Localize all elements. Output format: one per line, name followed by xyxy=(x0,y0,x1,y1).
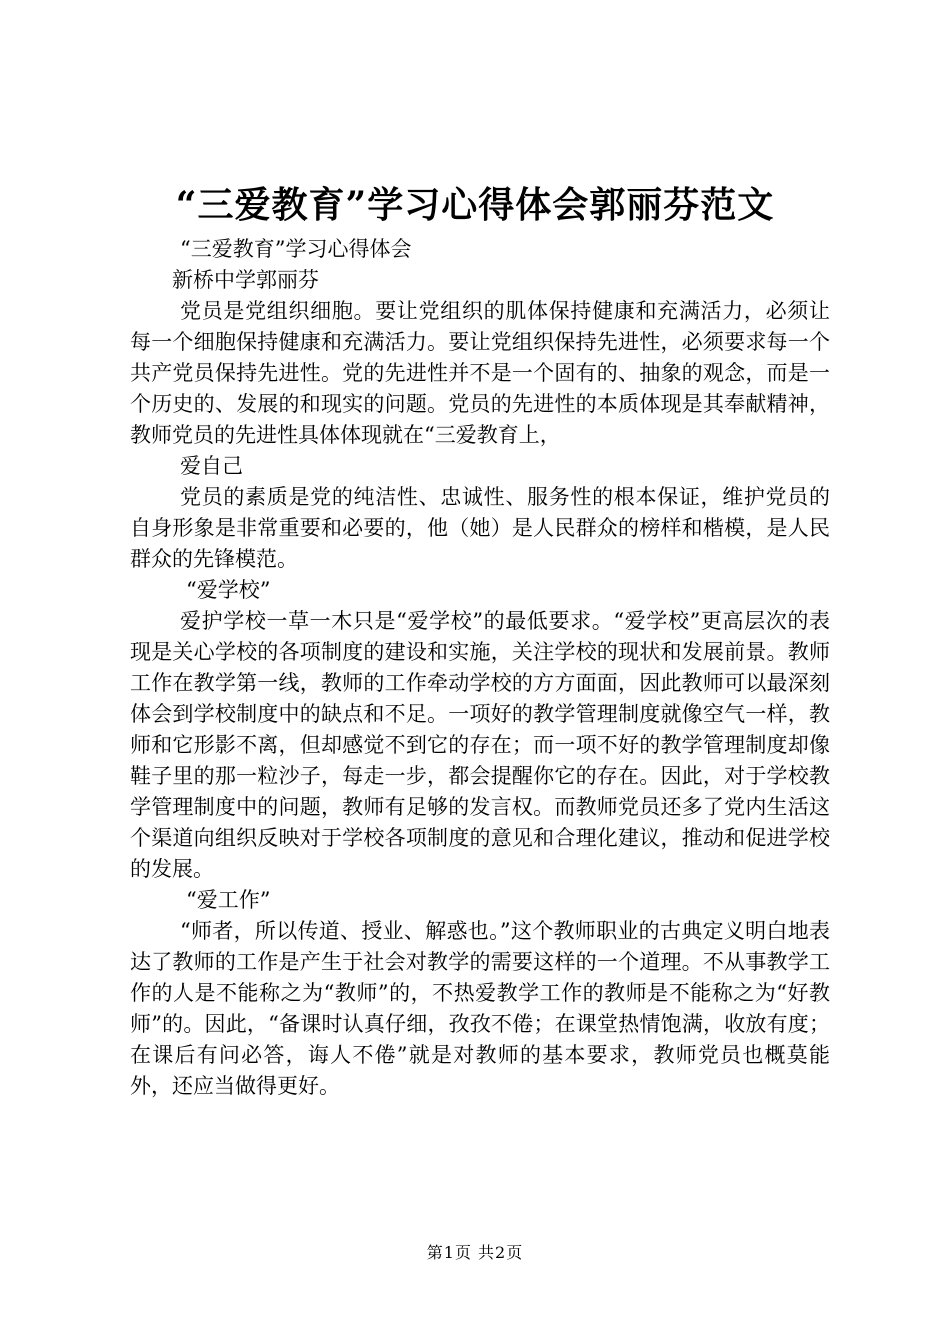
author-line: 新桥中学郭丽芬 xyxy=(172,268,319,292)
section-heading-self: 爱自己 xyxy=(180,454,243,478)
section-heading-work: “爱工作” xyxy=(186,888,271,912)
paragraph-school: 爱护学校一草一木只是“爱学校”的最低要求。“爱学校”更高层次的表现是关心学校的各项制度的建设和实施，关注学校的现状和发展前景。教师工作在教学第一线，教师的工作牵动学校的方方面面，因此教师可以最深刻体会到学校制度中的缺点和不足。一项好的教学管理制度就像空气一样，教师和它形影不离，但却感觉不到它的存在；而一项不好的教学管理制度却像鞋子里的那一粒沙子，每走一步，都会提醒你它的存在。因此，对于学校教学管理制度中的问题，教师有足够的发言权。而教师党员还多了党内生活这个渠道向组织反映对于学校各项制度的意见和合理化建议，推动和促进学校的发展。 xyxy=(130,609,830,881)
page-indicator: 第1页 共2页 xyxy=(426,1243,524,1262)
section-heading-school: “爱学校” xyxy=(186,578,271,602)
document-title: “三爱教育”学习心得体会郭丽芬范文 xyxy=(175,184,775,226)
document-subtitle: “三爱教育”学习心得体会 xyxy=(180,237,412,261)
paragraph-intro: 党员是党组织细胞。要让党组织的肌体保持健康和充满活力，必须让每一个细胞保持健康和充满活力。要让党组织保持先进性，必须要求每一个共产党员保持先进性。党的先进性并不是一个固有的、抽象的观念，而是一个历史的、发展的和现实的问题。党员的先进性的本质体现是其奉献精神，教师党员的先进性具体体现就在“三爱教育上， xyxy=(130,299,830,447)
paragraph-work: “师者，所以传道、授业、解惑也。”这个教师职业的古典定义明白地表达了教师的工作是产生于社会对教学的需要这样的一个道理。不从事教学工作的人是不能称之为“教师”的，不热爱教学工作的教师是不能称之为“好教师”的。因此，“备课时认真仔细，孜孜不倦；在课堂热情饱满，收放有度；在课后有问必答，诲人不倦”就是对教师的基本要求，教师党员也概莫能外，还应当做得更好。 xyxy=(130,919,830,1098)
paragraph-self: 党员的素质是党的纯洁性、忠诚性、服务性的根本保证，维护党员的自身形象是非常重要和必要的，他（她）是人民群众的榜样和楷模，是人民群众的先锋模范。 xyxy=(130,485,830,571)
document-body xyxy=(130,234,830,1102)
